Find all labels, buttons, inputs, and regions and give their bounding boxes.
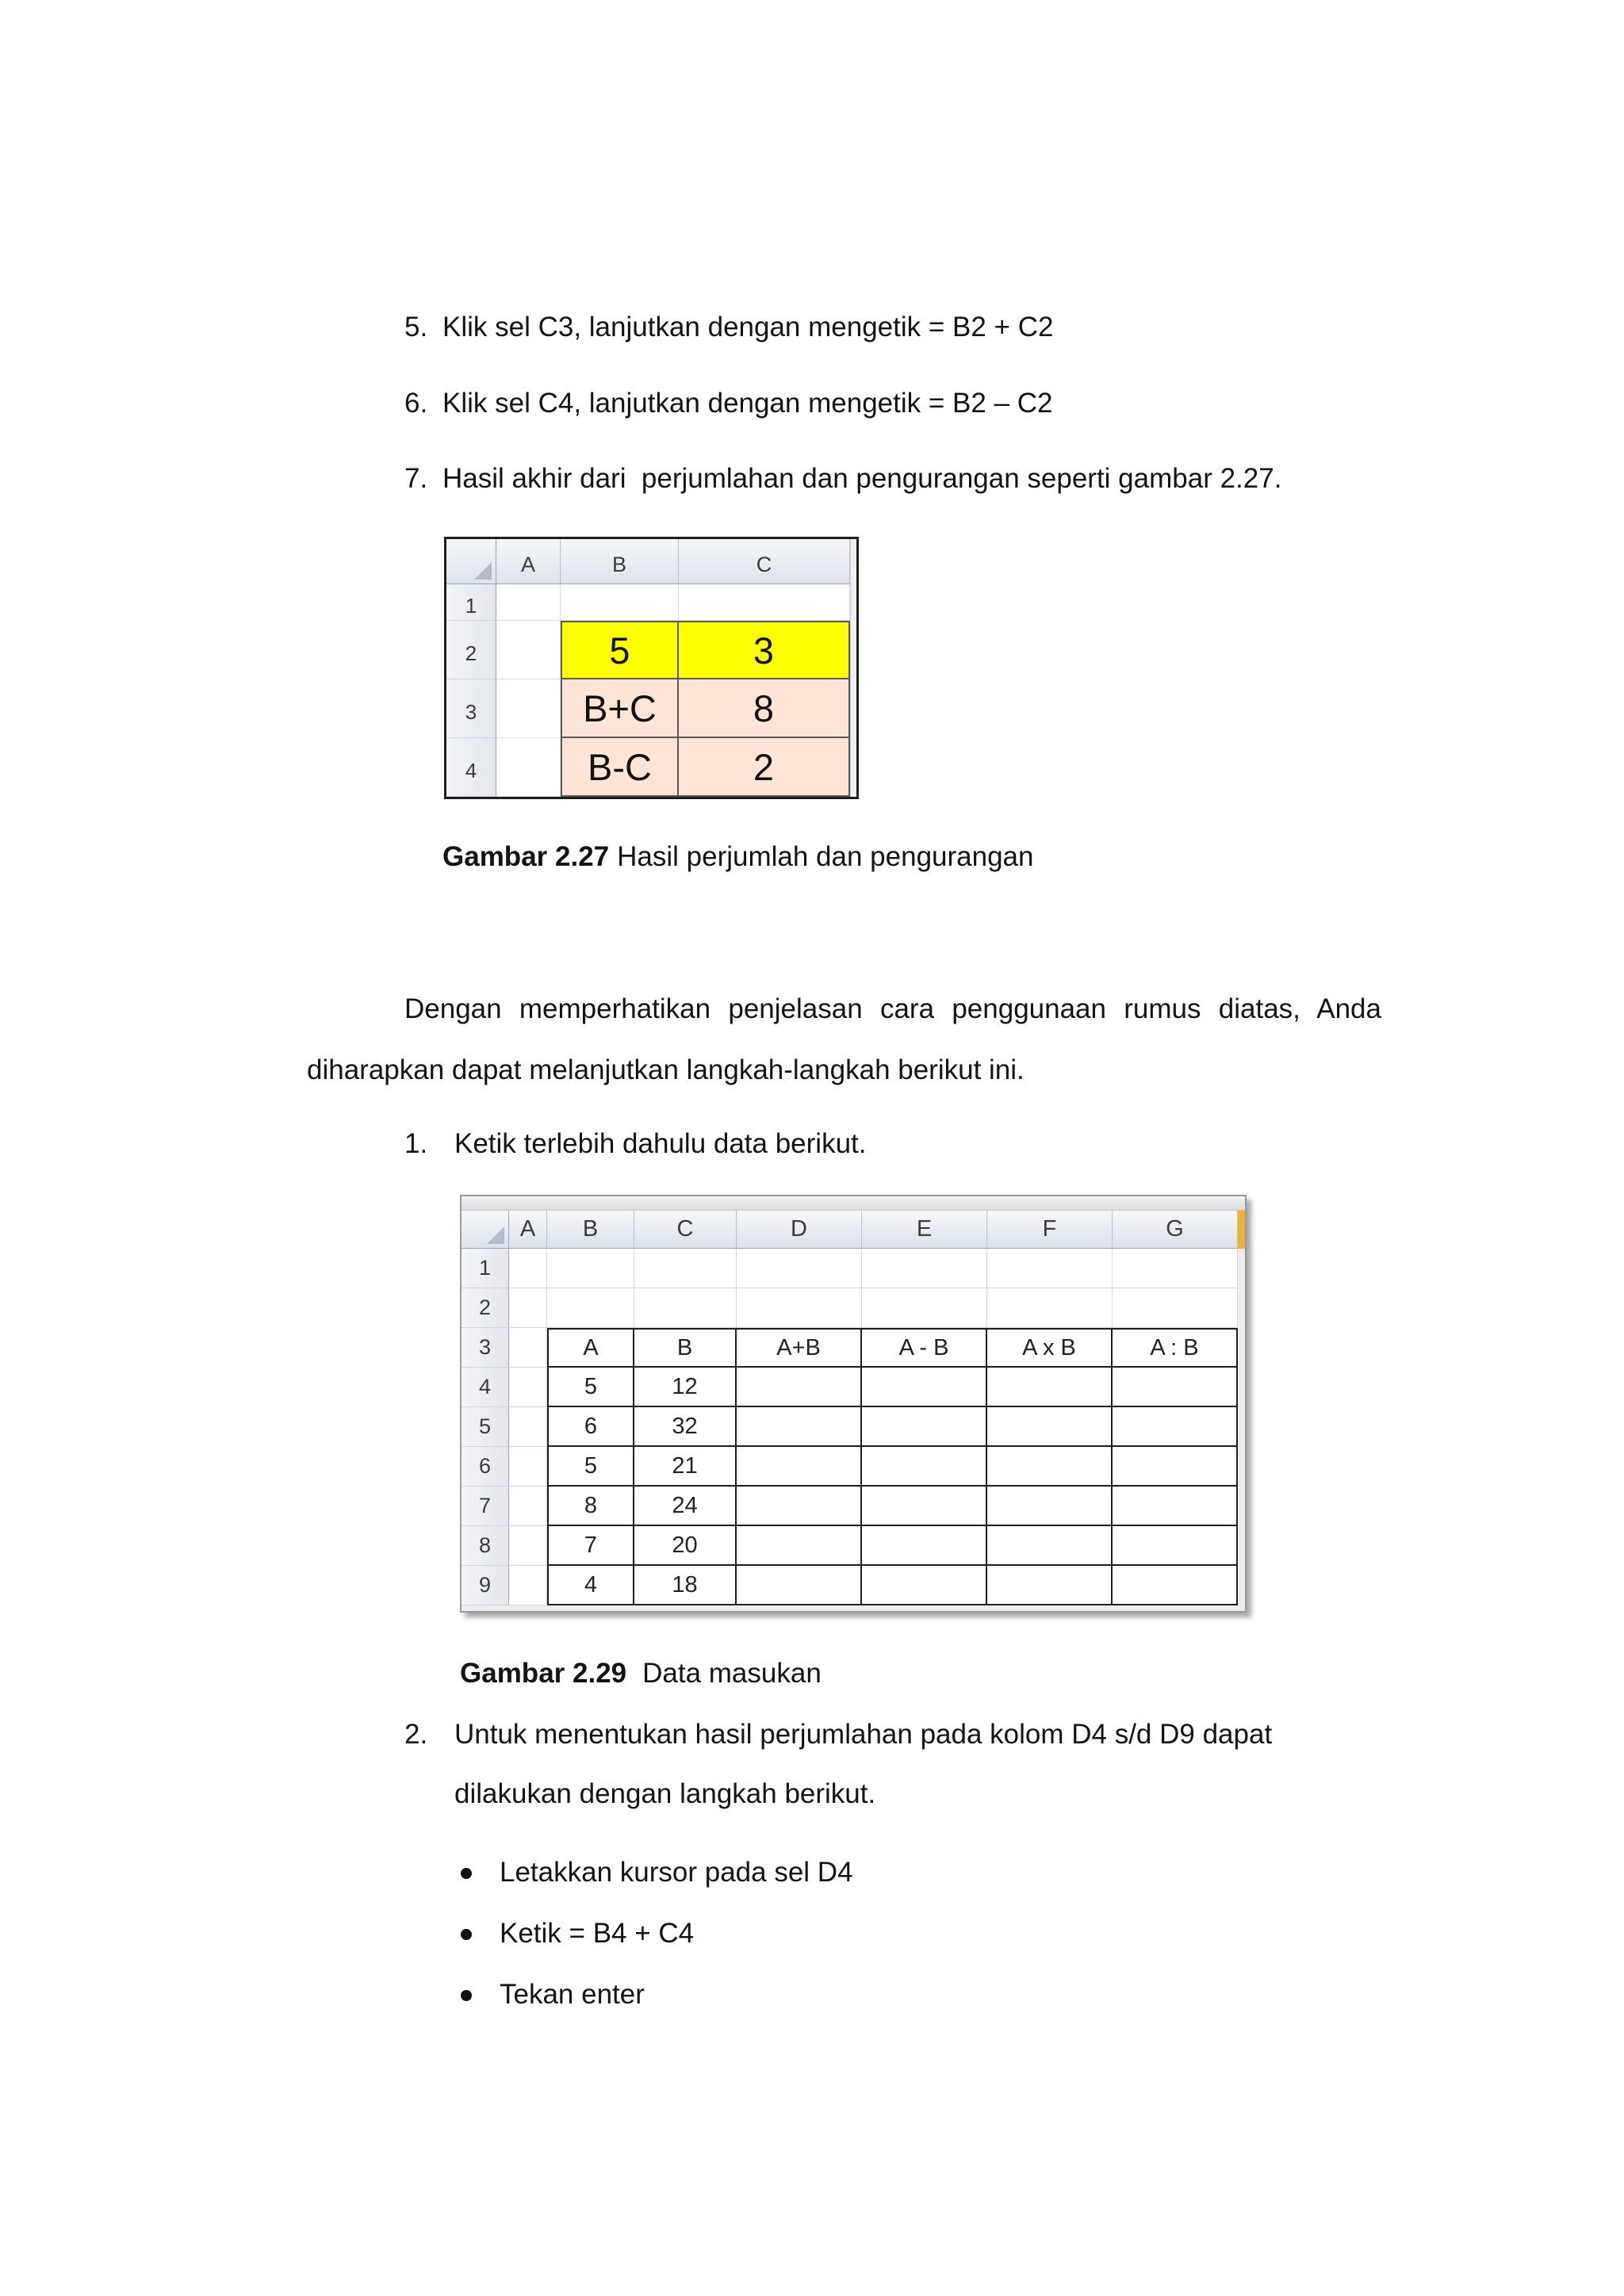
cell-b1 bbox=[561, 584, 679, 621]
cell-g1 bbox=[1113, 1249, 1238, 1288]
column-header-c: C bbox=[679, 539, 850, 584]
caption-label: Gambar 2.27 bbox=[442, 841, 610, 872]
column-header-b: B bbox=[547, 1211, 634, 1249]
sheet-edge bbox=[850, 584, 856, 621]
step-number: 5. bbox=[404, 312, 428, 342]
column-scroll-marker bbox=[1238, 1211, 1245, 1249]
cell-a6 bbox=[509, 1447, 547, 1487]
row-header-7: 7 bbox=[462, 1487, 509, 1526]
cell-c6: 21 bbox=[634, 1447, 737, 1487]
cell-a2 bbox=[496, 621, 561, 679]
step-number: 7. bbox=[404, 463, 428, 494]
step-number: 2. bbox=[404, 1719, 428, 1750]
select-all-corner bbox=[446, 539, 496, 584]
cell-b4: 5 bbox=[547, 1368, 634, 1407]
cell-c8: 20 bbox=[634, 1526, 737, 1566]
cell-c7: 24 bbox=[634, 1487, 737, 1526]
row-header-2: 2 bbox=[446, 621, 496, 679]
cell-f8 bbox=[987, 1526, 1113, 1566]
row-header-4: 4 bbox=[462, 1368, 509, 1407]
column-header-e: E bbox=[862, 1211, 987, 1249]
step-5 bbox=[404, 310, 1435, 345]
cell-c3: 8 bbox=[679, 679, 850, 738]
cell-g9 bbox=[1113, 1566, 1238, 1605]
figure-2-27-caption bbox=[442, 840, 1033, 874]
cell-c2: 3 bbox=[679, 621, 850, 679]
table-header-a-minus-b: A - B bbox=[862, 1328, 987, 1368]
cell-d6 bbox=[737, 1447, 862, 1487]
sheet-edge bbox=[850, 539, 856, 584]
cell-b3: B+C bbox=[561, 679, 679, 738]
cell-c5: 32 bbox=[634, 1407, 737, 1447]
cell-b7: 8 bbox=[547, 1487, 634, 1526]
column-header-c: C bbox=[634, 1211, 737, 1249]
sheet-top-bar bbox=[462, 1196, 1245, 1211]
cell-b2 bbox=[547, 1288, 634, 1328]
cell-g7 bbox=[1113, 1487, 1238, 1526]
cell-g2 bbox=[1113, 1288, 1238, 1328]
table-header-a: A bbox=[547, 1328, 634, 1368]
cell-a3 bbox=[496, 679, 561, 738]
sheet-edge bbox=[850, 621, 856, 679]
step-text: Ketik terlebih dahulu data berikut. bbox=[454, 1128, 867, 1159]
column-header-b: B bbox=[561, 539, 679, 584]
cell-c4: 12 bbox=[634, 1368, 737, 1407]
column-header-a: A bbox=[496, 539, 561, 584]
column-header-a: A bbox=[509, 1211, 547, 1249]
cell-b9: 4 bbox=[547, 1566, 634, 1605]
row-header-4: 4 bbox=[446, 738, 496, 797]
step-text: Klik sel C4, lanjutkan dengan mengetik = B2 – C2 bbox=[442, 388, 1053, 419]
row-header-2: 2 bbox=[462, 1288, 509, 1328]
cell-d5 bbox=[737, 1407, 862, 1447]
cell-c2 bbox=[634, 1288, 737, 1328]
cell-b1 bbox=[547, 1249, 634, 1288]
cell-g6 bbox=[1113, 1447, 1238, 1487]
table-header-b: B bbox=[634, 1328, 737, 1368]
bullet-text: Tekan enter bbox=[500, 1979, 645, 2010]
column-header-d: D bbox=[737, 1211, 862, 1249]
cell-c1 bbox=[679, 584, 850, 621]
figure-2-27-spreadsheet bbox=[444, 537, 859, 799]
step-7 bbox=[404, 461, 1435, 496]
caption-label: Gambar 2.29 bbox=[460, 1658, 627, 1689]
bullet-item bbox=[452, 1842, 1324, 1903]
caption-text: Data masukan bbox=[642, 1658, 822, 1689]
cell-g5 bbox=[1113, 1407, 1238, 1447]
cell-b4: B-C bbox=[561, 738, 679, 797]
body-paragraph: Dengan memperhatikan penjelasan cara penggunaan rumus diatas, Anda diharapkan dapat melanjutkan langkah-langkah berikut ini. bbox=[307, 993, 1381, 1085]
cell-a3 bbox=[509, 1328, 547, 1368]
cell-e4 bbox=[862, 1368, 987, 1407]
figure-2-29-caption bbox=[460, 1656, 822, 1691]
step-1 bbox=[404, 1127, 1435, 1161]
cell-a5 bbox=[509, 1407, 547, 1447]
cell-c9: 18 bbox=[634, 1566, 737, 1605]
cell-d7 bbox=[737, 1487, 862, 1526]
row-header-8: 8 bbox=[462, 1526, 509, 1566]
step-6 bbox=[404, 386, 1435, 421]
cell-b2: 5 bbox=[561, 621, 679, 679]
cell-d1 bbox=[737, 1249, 862, 1288]
cell-a8 bbox=[509, 1526, 547, 1566]
cell-d8 bbox=[737, 1526, 862, 1566]
cell-g4 bbox=[1113, 1368, 1238, 1407]
cell-a4 bbox=[509, 1368, 547, 1407]
step-number: 6. bbox=[404, 388, 428, 419]
cell-e5 bbox=[862, 1407, 987, 1447]
caption-text: Hasil perjumlah dan pengurangan bbox=[617, 841, 1034, 872]
cell-b8: 7 bbox=[547, 1526, 634, 1566]
row-header-3: 3 bbox=[446, 679, 496, 738]
cell-e2 bbox=[862, 1288, 987, 1328]
cell-b6: 5 bbox=[547, 1447, 634, 1487]
column-header-g: G bbox=[1113, 1211, 1238, 1249]
cell-d4 bbox=[737, 1368, 862, 1407]
bullet-text: Letakkan kursor pada sel D4 bbox=[500, 1857, 853, 1888]
cell-f1 bbox=[987, 1249, 1113, 1288]
cell-c1 bbox=[634, 1249, 737, 1288]
cell-f7 bbox=[987, 1487, 1113, 1526]
bullet-icon bbox=[461, 1990, 472, 2001]
bullet-item bbox=[452, 1903, 1324, 1964]
row-header-1: 1 bbox=[446, 584, 496, 621]
row-header-9: 9 bbox=[462, 1566, 509, 1605]
select-all-corner bbox=[462, 1211, 509, 1249]
bullet-icon bbox=[461, 1929, 472, 1940]
cell-f2 bbox=[987, 1288, 1113, 1328]
row-header-6: 6 bbox=[462, 1447, 509, 1487]
cell-a9 bbox=[509, 1566, 547, 1605]
cell-d2 bbox=[737, 1288, 862, 1328]
cell-d9 bbox=[737, 1566, 862, 1605]
row-header-5: 5 bbox=[462, 1407, 509, 1447]
cell-f5 bbox=[987, 1407, 1113, 1447]
bullet-icon bbox=[461, 1868, 472, 1879]
table-header-a-plus-b: A+B bbox=[737, 1328, 862, 1368]
sheet-edge bbox=[850, 738, 856, 797]
table-header-a-divided-b: A : B bbox=[1113, 1328, 1238, 1368]
cell-f4 bbox=[987, 1368, 1113, 1407]
cell-c4: 2 bbox=[679, 738, 850, 797]
sheet-edge bbox=[850, 679, 856, 738]
cell-e8 bbox=[862, 1526, 987, 1566]
cell-a4 bbox=[496, 738, 561, 797]
cell-a1 bbox=[509, 1249, 547, 1288]
select-all-triangle-icon bbox=[487, 1226, 504, 1244]
cell-a7 bbox=[509, 1487, 547, 1526]
step-2-text: Untuk menentukan hasil perjumlahan pada kolom D4 s/d D9 dapat dilakukan dengan langkah berikut. bbox=[454, 1719, 1273, 1809]
select-all-triangle-icon bbox=[474, 562, 492, 580]
cell-e7 bbox=[862, 1487, 987, 1526]
column-header-f: F bbox=[987, 1211, 1113, 1249]
cell-e6 bbox=[862, 1447, 987, 1487]
row-header-3: 3 bbox=[462, 1328, 509, 1368]
step-text: Klik sel C3, lanjutkan dengan mengetik = B2 + C2 bbox=[442, 312, 1054, 342]
row-header-1: 1 bbox=[462, 1249, 509, 1288]
cell-f6 bbox=[987, 1447, 1113, 1487]
cell-a2 bbox=[509, 1288, 547, 1328]
cell-b5: 6 bbox=[547, 1407, 634, 1447]
cell-e1 bbox=[862, 1249, 987, 1288]
bullet-text: Ketik = B4 + C4 bbox=[500, 1918, 695, 1949]
step-text: Hasil akhir dari perjumlahan dan pengurangan seperti gambar 2.27. bbox=[442, 463, 1282, 494]
cell-e9 bbox=[862, 1566, 987, 1605]
bullet-item bbox=[452, 1964, 1324, 2025]
table-header-a-times-b: A x B bbox=[987, 1328, 1113, 1368]
cell-g8 bbox=[1113, 1526, 1238, 1566]
step-number: 1. bbox=[404, 1128, 428, 1159]
cell-a1 bbox=[496, 584, 561, 621]
cell-f9 bbox=[987, 1566, 1113, 1605]
figure-2-29-spreadsheet bbox=[460, 1195, 1247, 1613]
